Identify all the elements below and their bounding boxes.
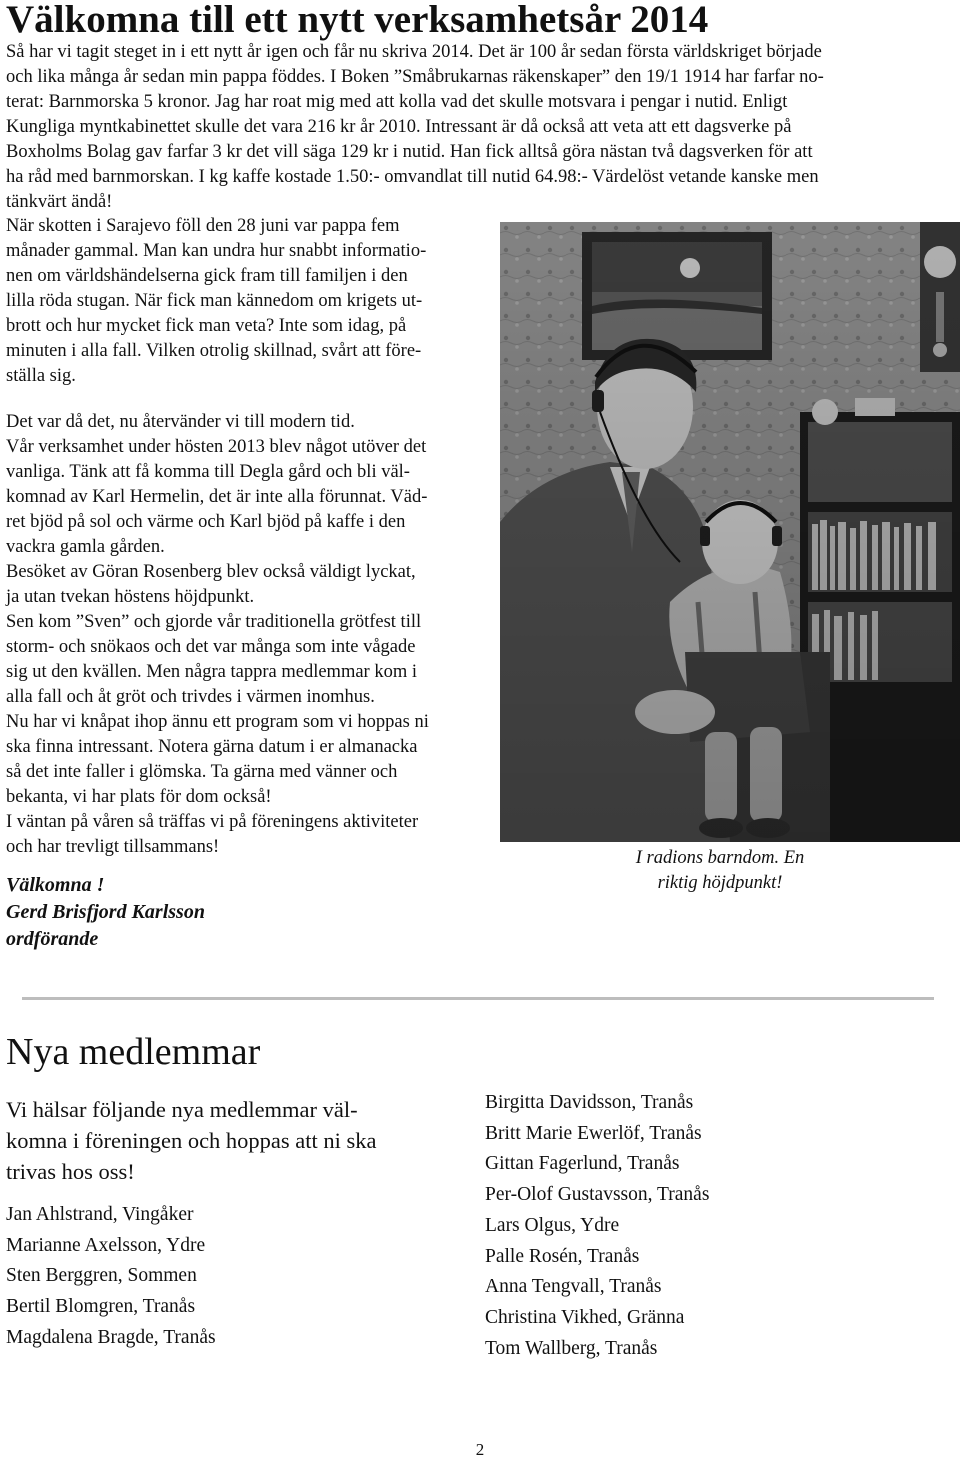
radio-photograph — [500, 222, 960, 842]
text-line: Så har vi tagit steget in i ett nytt år igen och får nu skriva 2014. Det är 100 år sedan första världskriget började — [6, 42, 822, 62]
list-item: Per-Olof Gustavsson, Tranås — [485, 1184, 710, 1206]
section-divider — [22, 997, 934, 1000]
text-line: nen om världshändelserna gick fram till familjen i den — [6, 266, 408, 286]
list-item: Tom Wallberg, Tranås — [485, 1337, 658, 1359]
text-line: När skotten i Sarajevo föll den 28 juni var pappa fem — [6, 216, 400, 236]
text-line: vanliga. Tänk att få komma till Degla gård och bli väl- — [6, 462, 410, 482]
text-line: vackra gamla gården. — [6, 537, 165, 557]
text-line: Besöket av Göran Rosenberg blev också väldigt lyckat, — [6, 562, 416, 582]
text-line: komnad av Karl Hermelin, det är inte alla förunnat. Väd- — [6, 487, 428, 507]
caption-line: riktig höjdpunkt! — [657, 873, 783, 893]
page-title: Välkomna till ett nytt verksamhetsår 2014 — [6, 0, 709, 41]
list-item: Lars Olgus, Ydre — [485, 1214, 620, 1236]
text-line: så det inte faller i glömska. Ta gärna med vänner och — [6, 762, 398, 782]
text-line: sig ut den kvällen. Men några tappra medlemmar kom i — [6, 662, 417, 682]
text-line: bekanta, vi har plats för dom också! — [6, 787, 272, 807]
members-list-left — [6, 1200, 216, 1354]
text-line: och har trevligt tillsammans! — [6, 837, 220, 857]
text-line: terat: Barnmorska 5 kronor. Jag har roat mig med att kolla vad det skulle motsvara i pengar i nutid. Enligt — [6, 92, 788, 112]
list-item: Bertil Blomgren, Tranås — [6, 1296, 196, 1318]
members-heading: Nya medlemmar — [6, 1031, 261, 1073]
members-greeting — [6, 1094, 377, 1187]
greeting-line: trivas hos oss! — [6, 1159, 135, 1184]
text-line: Vår verksamhet under hösten 2013 blev något utöver det — [6, 437, 427, 457]
text-line: lilla röda stugan. När fick man kännedom om krigets ut- — [6, 291, 423, 311]
text-line: ja utan tvekan höstens höjdpunkt. — [6, 587, 255, 607]
list-item: Palle Rosén, Tranås — [485, 1245, 640, 1267]
photo-caption — [590, 846, 850, 896]
text-line: I väntan på våren så träffas vi på föreningens aktiviteter — [6, 812, 419, 832]
text-line: brott och hur mycket fick man veta? Inte som idag, på — [6, 316, 407, 336]
text-line: alla fall och åt gröt och trivdes i värmen inomhus. — [6, 687, 375, 707]
caption-line: I radions barndom. En — [635, 848, 805, 868]
list-item: Jan Ahlstrand, Vingåker — [6, 1204, 194, 1225]
members-list-right — [485, 1088, 709, 1364]
text-line: Boxholms Bolag gav farfar 3 kr det vill säga 129 kr i nutid. Han fick alltså göra nästan två dagsverken för att — [6, 142, 813, 162]
list-item: Sten Berggren, Sommen — [6, 1265, 197, 1287]
list-item: Birgitta Davidsson, Tranås — [485, 1092, 694, 1113]
signoff-welcome: Välkomna ! — [6, 874, 105, 896]
list-item: Magdalena Bragde, Tranås — [6, 1326, 216, 1348]
list-item: Anna Tengvall, Tranås — [485, 1276, 662, 1298]
text-line: Det var då det, nu återvänder vi till modern tid. — [6, 412, 355, 432]
text-line: tänkvärt ändå! — [6, 192, 113, 212]
text-line: ställa sig. — [6, 366, 76, 386]
list-item: Christina Vikhed, Gränna — [485, 1306, 685, 1328]
page-number: 2 — [475, 1440, 485, 1459]
body-paragraph — [6, 410, 496, 860]
text-line: minuten i alla fall. Vilken otrolig skillnad, svårt att före- — [6, 341, 422, 361]
signoff-name: Gerd Brisfjord Karlsson — [6, 901, 205, 923]
text-line: ha råd med barnmorskan. I kg kaffe kostade 1.50:- omvandlat till nutid 64.98:- Värdelöst vetande kanske men — [6, 167, 819, 187]
intro-paragraph — [6, 40, 952, 215]
signoff-role: ordförande — [6, 928, 99, 950]
text-line: storm- och snökaos och det var många som inte vågade — [6, 637, 416, 657]
text-line: Sen kom ”Sven” och gjorde vår traditionella grötfest till — [6, 612, 422, 632]
list-item: Britt Marie Ewerlöf, Tranås — [485, 1122, 702, 1144]
text-line: ska finna intressant. Notera gärna datum i er almanacka — [6, 737, 418, 757]
text-line: Kungliga myntkabinettet skulle det vara 216 kr år 2010. Intressant är då också att veta att ett dagsverke på — [6, 117, 792, 137]
list-item: Gittan Fagerlund, Tranås — [485, 1153, 680, 1175]
text-line: ret bjöd på sol och värme och Karl bjöd på kaffe i den — [6, 512, 406, 532]
text-line: månader gammal. Man kan undra hur snabbt informatio- — [6, 241, 427, 261]
greeting-line: komna i föreningen och hoppas att ni ska — [6, 1128, 377, 1153]
signoff — [6, 872, 205, 953]
text-line: och lika många år sedan min pappa föddes. I Boken ”Småbrukarnas räkenskaper” den 19/1 1914 har farfar no- — [6, 67, 824, 87]
text-line: Nu har vi knåpat ihop ännu ett program som vi hoppas ni — [6, 712, 429, 732]
greeting-line: Vi hälsar följande nya medlemmar väl- — [6, 1097, 358, 1122]
sarajevo-paragraph — [6, 214, 496, 389]
list-item: Marianne Axelsson, Ydre — [6, 1234, 206, 1256]
